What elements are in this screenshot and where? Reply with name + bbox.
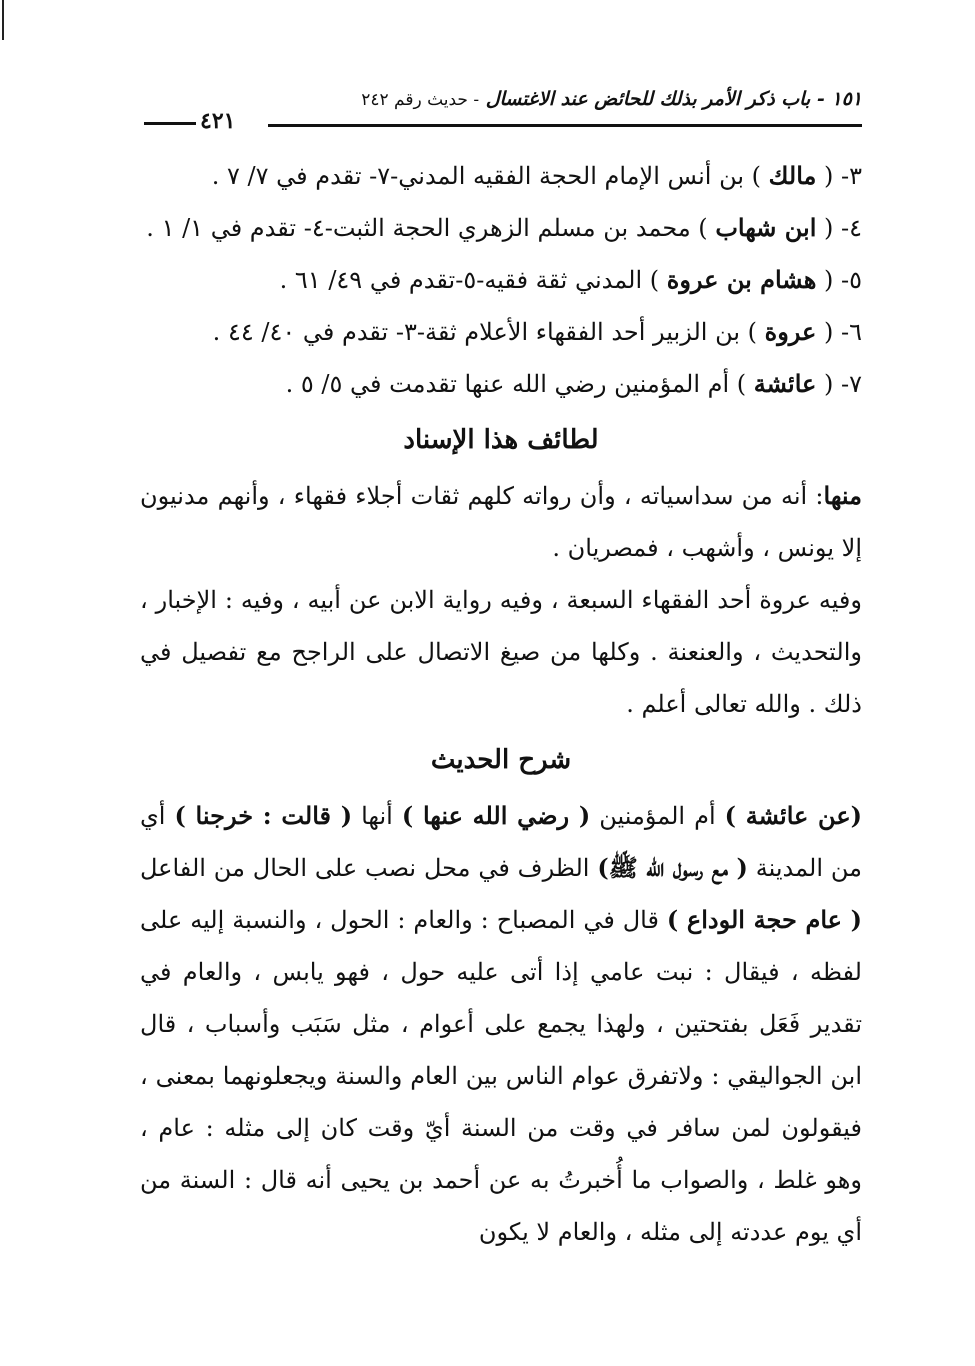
narrator-name: عروة	[764, 317, 817, 346]
isnad-paragraph: منها: أنه من سداسياته ، وأن رواته كلهم ثقات أجلاء فقهاء ، وأنهم مدنيون إلا يونس ، وأشهب ، فمصريان .	[140, 481, 863, 562]
narrator-entry: ٤- ( ابن شهاب ) محمد بن مسلم الزهري الحجة الثبت-٤- تقدم في ١/ ١ .	[146, 213, 862, 242]
hadith-number: - حديث رقم ٢٤٢	[361, 90, 480, 110]
section-heading-isnad: لطائف هذا الإسناد	[403, 425, 599, 455]
quoted-text: ( مع رسول الله ﷺ)	[597, 853, 748, 882]
isnad-paragraph: وفيه عروة أحد الفقهاء السبعة ، وفيه رواية الابن عن أبيه ، وفيه : الإخبار ، والتحديث ، والعنعنة . وكلها من صيغ الاتصال على الراجح مع تفصيل في ذلك . والله تعالى أعلم .	[140, 586, 862, 718]
chapter-title: ١٥١ - باب ذكر الأمر بذلك للحائض عند الاغتسال	[485, 88, 862, 110]
quoted-text: ( قالت : خرجنا )	[174, 801, 353, 830]
narrator-entry: ٣- ( مالك ) بن أنس الإمام الحجة الفقيه المدني-٧- تقدم في ٧/ ٧ .	[211, 161, 862, 190]
commentary-paragraph: (عن عائشة ) أم المؤمنين ( رضي الله عنها ) أنها ( قالت : خرجنا ) أي من المدينة ( مع رسول الله ﷺ) الظرف في محل نصب على الحال من الفاعل ( عام حجة الوداع ) قال في المصباح : والعام : الحول ، والنسبة إليه على لفظه ، فيقال : نبت عامي إذا أتى عليه حول ، فهو يابس ، والعام في تقدير فَعَل بفتحتين ، ولهذا يجمع على أعوام ، مثل سَبَب وأسباب ، قال ابن الجواليقي : ولاتفرق عوام الناس بين العام والسنة ويجعلونهما بمعنى ، فيقولون لمن سافر في وقت من السنة أيّ وقت كان إلى مثله : عام ، وهو غلط ، والصواب ما أُخبرتُ به عن أحمد بن يحيى أنه قال : السنة من أي يوم عددته إلى مثله ، والعام لا يكون	[140, 801, 862, 1246]
narrator-name: ابن شهاب	[715, 213, 817, 242]
narrator-entry: ٧- ( عائشة ) أم المؤمنين رضي الله عنها تقدمت في ٥/ ٥ .	[285, 369, 862, 398]
paragraph-lead-word: منها	[823, 481, 863, 510]
quoted-text: (عن عائشة )	[724, 801, 862, 830]
narrator-name: مالك	[768, 161, 817, 190]
narrator-entry: ٦- ( عروة ) بن الزبير أحد الفقهاء الأعلام ثقة-٣- تقدم في ٤٠/ ٤٤ .	[212, 317, 862, 346]
header-rule	[268, 124, 862, 127]
narrator-name: عائشة	[753, 369, 817, 398]
page-number-dash	[144, 122, 196, 125]
narrator-entry: ٥- ( هشام بن عروة ) المدني ثقة فقيه-٥-تقدم في ٤٩/ ٦١ .	[279, 265, 862, 294]
quoted-text: ( عام حجة الوداع )	[666, 905, 862, 934]
running-title	[361, 88, 862, 110]
scan-edge-line	[2, 0, 4, 40]
quoted-text: ( رضي الله عنها )	[401, 801, 591, 830]
narrator-name: هشام بن عروة	[666, 265, 817, 294]
page-body	[140, 150, 862, 1258]
page-number: ٤٢١	[200, 108, 236, 134]
page-header	[140, 88, 862, 134]
section-heading-sharh: شرح الحديث	[430, 745, 572, 775]
